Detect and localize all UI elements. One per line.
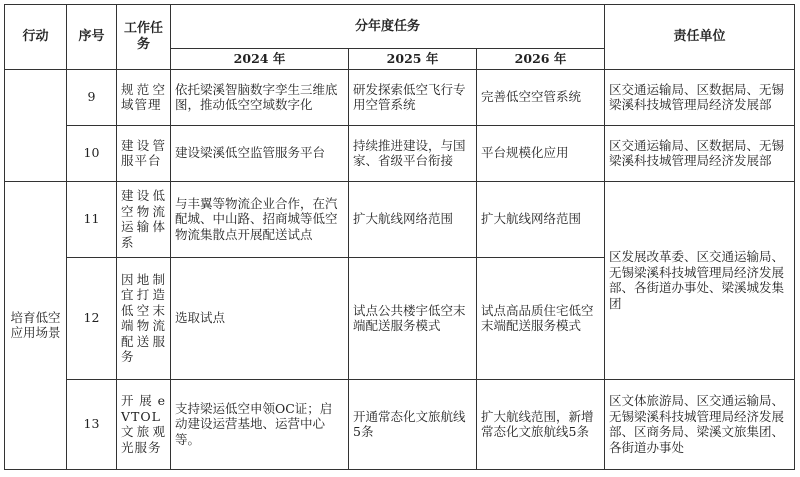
header-action: 行动 — [5, 5, 67, 70]
row-task: 建设低空物流运输体系 — [117, 181, 171, 257]
row-2026: 完善低空空管系统 — [477, 69, 605, 125]
row-task: 建设管服平台 — [117, 125, 171, 181]
header-responsible: 责任单位 — [605, 5, 795, 70]
row-2026: 试点高品质住宅低空末端配送服务模式 — [477, 257, 605, 379]
header-annual-tasks: 分年度任务 — [171, 5, 605, 49]
row-no: 10 — [67, 125, 117, 181]
row-2024: 依托梁溪智脑数字孪生三维底图，推动低空空域数字化 — [171, 69, 349, 125]
header-task: 工作任务 — [117, 5, 171, 70]
table-row — [5, 125, 795, 181]
row-responsible: 区交通运输局、区数据局、无锡梁溪科技城管理局经济发展部 — [605, 69, 795, 125]
row-2025: 持续推进建设，与国家、省级平台衔接 — [349, 125, 477, 181]
row-task: 开展eVTOL文旅观光服务 — [117, 379, 171, 469]
row-responsible: 区交通运输局、区数据局、无锡梁溪科技城管理局经济发展部 — [605, 125, 795, 181]
row-2024: 支持梁运低空申领OC证；启动建设运营基地、运营中心等。 — [171, 379, 349, 469]
row-2026: 平台规模化应用 — [477, 125, 605, 181]
action-cell: 培育低空应用场景 — [5, 181, 67, 469]
row-2024: 与丰翼等物流企业合作，在汽配城、中山路、招商城等低空物流集散点开展配送试点 — [171, 181, 349, 257]
row-2026: 扩大航线网络范围 — [477, 181, 605, 257]
row-task: 因地制宜打造低空末端物流配送服务 — [117, 257, 171, 379]
row-2025: 研发探索低空飞行专用空管系统 — [349, 69, 477, 125]
row-task: 规范空域管理 — [117, 69, 171, 125]
row-2025: 开通常态化文旅航线5条 — [349, 379, 477, 469]
table-row — [5, 69, 795, 125]
row-no: 9 — [67, 69, 117, 125]
row-responsible: 区文体旅游局、区交通运输局、无锡梁溪科技城管理局经济发展部、区商务局、梁溪文旅集团、各街道办事处 — [605, 379, 795, 469]
row-no: 13 — [67, 379, 117, 469]
row-responsible: 区发展改革委、区交通运输局、无锡梁溪科技城管理局经济发展部、各街道办事处、梁溪城发集团 — [605, 181, 795, 379]
table-row — [5, 181, 795, 257]
row-no: 11 — [67, 181, 117, 257]
row-2026: 扩大航线范围，新增常态化文旅航线5条 — [477, 379, 605, 469]
header-year-2026: 2026 年 — [477, 49, 605, 70]
annual-task-table — [4, 4, 795, 470]
row-2025: 扩大航线网络范围 — [349, 181, 477, 257]
row-2024: 选取试点 — [171, 257, 349, 379]
row-2025: 试点公共楼宇低空末端配送服务模式 — [349, 257, 477, 379]
table-row — [5, 379, 795, 469]
action-cell-empty — [5, 69, 67, 181]
header-year-2024: 2024 年 — [171, 49, 349, 70]
row-2024: 建设梁溪低空监管服务平台 — [171, 125, 349, 181]
row-no: 12 — [67, 257, 117, 379]
header-year-2025: 2025 年 — [349, 49, 477, 70]
header-no: 序号 — [67, 5, 117, 70]
